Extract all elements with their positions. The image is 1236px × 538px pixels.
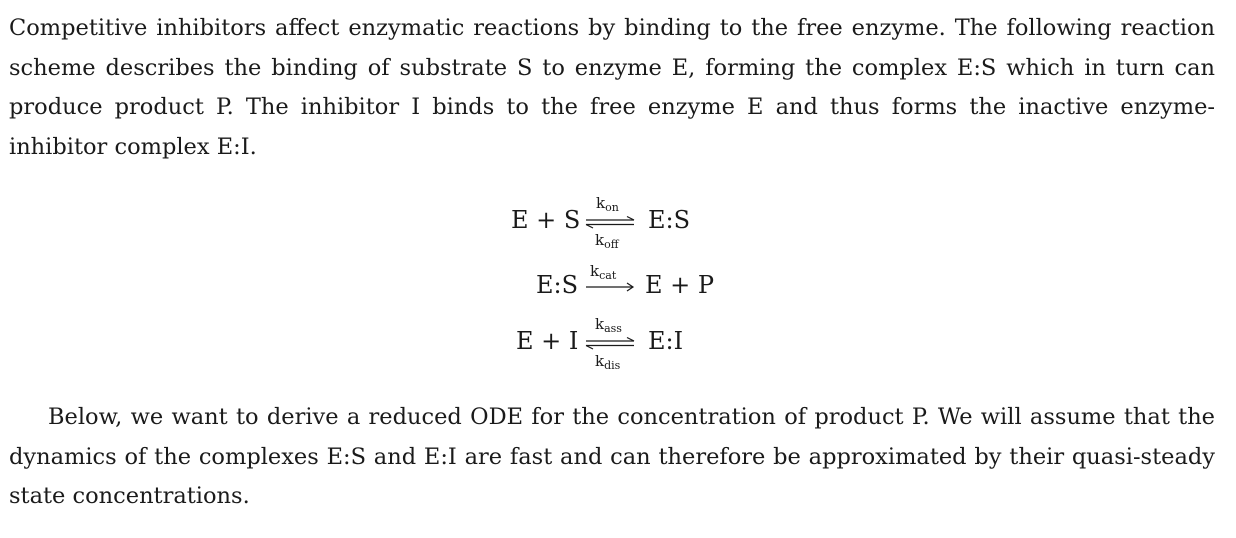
reversible-arrow-icon xyxy=(582,216,638,228)
derivation-paragraph: Below, we want to derive a reduced ODE for the concentration of product P. We will assume that the dynamics of the complexes E:S and E:I are fast and can therefore be approximated by their quasi-steady state concentrations. xyxy=(9,404,1215,509)
reaction-3-reverse-rate: $k_{dis}$ xyxy=(595,352,621,372)
reversible-arrow-icon xyxy=(582,337,638,349)
reaction-1-lhs: E + S xyxy=(511,206,581,234)
reaction-3-rhs: E:I xyxy=(648,327,684,355)
reaction-1-forward-rate: $k_{on}$ xyxy=(596,194,619,214)
forward-arrow-icon xyxy=(584,282,636,292)
reaction-3-lhs: E + I xyxy=(516,327,579,355)
reaction-1-rhs: E:S xyxy=(648,206,691,234)
intro-paragraph: Competitive inhibitors affect enzymatic reactions by binding to the free enzyme. The following reaction scheme describes the binding of substrate S to enzyme E, forming the complex E:S which in turn can produce product P. The inhibitor I binds to the free enzyme E and thus forms the inactive enzyme-inhibitor complex E:I. xyxy=(9,15,1215,160)
reaction-3-forward-rate: $k_{ass}$ xyxy=(595,315,622,335)
reaction-2-rhs: E + P xyxy=(645,271,715,299)
reaction-2-lhs: E:S xyxy=(536,271,579,299)
reaction-2-forward-rate: $k_{cat}$ xyxy=(590,262,617,282)
reaction-1-reverse-rate: $k_{off}$ xyxy=(595,231,619,251)
